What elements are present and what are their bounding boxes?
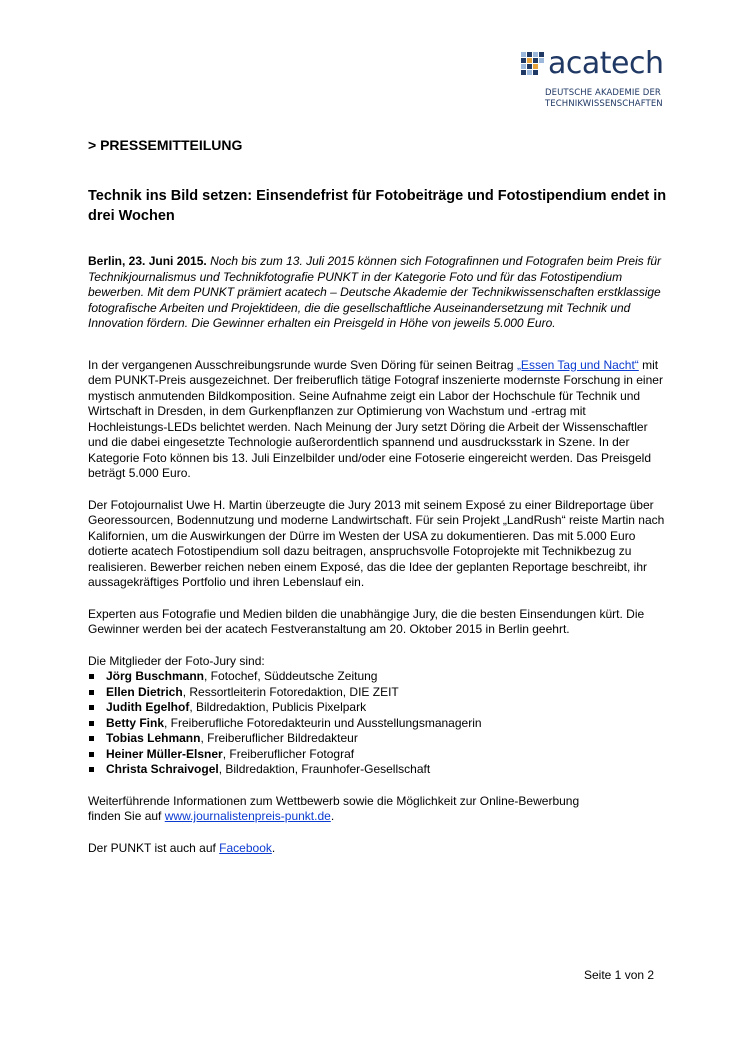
list-item: [88, 700, 668, 716]
lead-text: Noch bis zum 13. Juli 2015 können sich Fotografinnen und Fotografen beim Preis für Technikjournalismus und Technikfotografie PUNKT in der Kategorie Foto und für das Fotostipendium bewerben. Mit dem PUNKT prämiert acatech – Deutsche Akademie der Technikwissenschaften erstklassige fotografische Arbeiten und Projektideen, die die gesellschaftliche Auseinandersetzung mit Technik und Innovation fördern. Die Gewinner erhalten ein Preisgeld in Höhe von jeweils 5.000 Euro.: [88, 254, 661, 330]
jury-list: [88, 669, 668, 778]
facebook-text: Der PUNKT ist auch auf: [88, 840, 220, 855]
paragraph-jury: Experten aus Fotografie und Medien bilden die unabhängige Jury, die die besten Einsendungen kürt. Die Gewinner werden bei der acatech Festveranstaltung am 20. Oktober 2015 in Berlin geehrt.: [88, 606, 645, 636]
bullet-square-icon: [89, 705, 94, 710]
jury-member-name: Jörg Buschmann: [106, 669, 205, 683]
essen-tag-und-nacht-link[interactable]: „Essen Tag und Nacht“: [516, 357, 639, 372]
logo-subtitle: [545, 88, 669, 110]
jury-member-role: , Freiberuflicher Bildredakteur: [200, 731, 358, 745]
more-info-line-1: Weiterführende Informationen zum Wettbewerb sowie die Möglichkeit zur Online-Bewerbung: [88, 793, 580, 808]
list-item: [88, 747, 668, 763]
facebook-link[interactable]: Facebook: [219, 840, 272, 855]
jury-intro: Die Mitglieder der Foto-Jury sind:: [88, 653, 265, 668]
bullet-square-icon: [89, 721, 94, 726]
jury-member-role: , Ressortleiterin Fotoredaktion, DIE ZEIT: [182, 684, 399, 699]
bullet-square-icon: [89, 736, 94, 741]
bullet-square-icon: [89, 752, 94, 757]
logo-subtitle-line-1: DEUTSCHE AKADEMIE DER: [545, 88, 661, 98]
logo-wordmark: acatech: [548, 46, 664, 81]
paragraph-award-rest: mit dem PUNKT-Preis ausgezeichnet. Der freiberuflich tätige Fotograf inszenierte modernste Forschung in einer mystisch anmutenden Bildkomposition. Seine Aufnahme zeigt ein Labor der Hochschule für Technik und Wirtschaft in Dresden, in dem Gurkenpflanzen zur Optimierung von Wachstum und -ertrag mit Hochleistungs-LEDs belichtet werden. Nach Meinung der Jury setzt Döring die Arbeit der Wissenschaftler und die dabei eingesetzte Technologie außerordentlich spannend und ausdrucksstark in Szene. In der Kategorie Foto können bis 13. Juli Einzelbilder und/oder eine Fotoserie eingereicht werden. Das Preisgeld beträgt 5.000 Euro.: [88, 357, 663, 480]
jury-member-role: , Bildredaktion, Fraunhofer-Gesellschaft: [218, 762, 431, 776]
journalistenpreis-website-link[interactable]: www.journalistenpreis-punkt.de: [164, 809, 331, 823]
lead-location: Berlin, 23. Juni 2015.: [88, 254, 207, 268]
jury-member-name: Ellen Dietrich: [106, 684, 183, 699]
jury-member-name: Tobias Lehmann: [106, 731, 201, 745]
jury-member-role: , Freiberuflicher Fotograf: [222, 746, 355, 761]
jury-member-name: Betty Fink: [106, 715, 165, 730]
jury-member-role: , Fotochef, Süddeutsche Zeitung: [204, 669, 378, 683]
document-title: Technik ins Bild setzen: Einsendefrist für Fotobeiträge und Fotostipendium endet in drei Wochen: [88, 188, 667, 224]
logo-square-mark-icon: [521, 52, 545, 76]
bullet-square-icon: [89, 690, 94, 695]
jury-member-name: Judith Egelhof: [106, 700, 190, 714]
logo-subtitle-line-2: TECHNIKWISSENSCHAFTEN: [545, 99, 663, 109]
list-item: [88, 731, 668, 747]
bullet-square-icon: [89, 767, 94, 772]
jury-member-name: Christa Schraivogel: [106, 762, 219, 776]
jury-member-name: Heiner Müller-Elsner: [106, 746, 223, 761]
facebook-end: .: [271, 840, 276, 855]
bullet-square-icon: [89, 674, 94, 679]
list-item: [88, 669, 668, 685]
paragraph-facebook: [88, 841, 668, 857]
lead-paragraph: [88, 254, 668, 332]
jury-member-role: , Bildredaktion, Publicis Pixelpark: [189, 700, 367, 714]
document-label: > PRESSEMITTEILUNG: [88, 137, 243, 153]
list-item: [88, 716, 668, 732]
acatech-logo: [518, 46, 668, 118]
list-item: [88, 685, 668, 701]
jury-member-role: , Freiberufliche Fotoredakteurin und Ausstellungsmanagerin: [164, 715, 482, 730]
paragraph-award-start: In der vergangenen Ausschreibungsrunde wurde Sven Döring für seinen Beitrag: [88, 357, 517, 372]
page-number: Seite 1 von 2: [584, 968, 655, 982]
paragraph-stipend: Der Fotojournalist Uwe H. Martin überzeugte die Jury 2013 mit seinem Exposé zu einer Bildreportage über Georessourcen, Bodennutzung und moderne Landwirtschaft. Für sein Projekt „LandRush“ reiste Martin nach Kalifornien, um die Auswirkungen der Dürre im Westen der USA zu dokumentieren. Das mit 5.000 Euro dotierte acatech Fotostipendium soll dazu beitragen, anspruchsvolle Fotoprojekte mit Technikbezug zu realisieren. Bewerber reichen neben einem Exposé, das die Idee der geplanten Reportage beschreibt, ihr aussagekräftiges Portfolio und ihren Lebenslauf ein.: [88, 497, 665, 589]
paragraph-more-info: [88, 794, 668, 825]
document-body: [88, 136, 668, 856]
list-item: [88, 762, 668, 778]
more-info-line-2-start: finden Sie auf: [88, 809, 165, 823]
more-info-end: .: [330, 809, 335, 823]
paragraph-award: [88, 358, 668, 482]
